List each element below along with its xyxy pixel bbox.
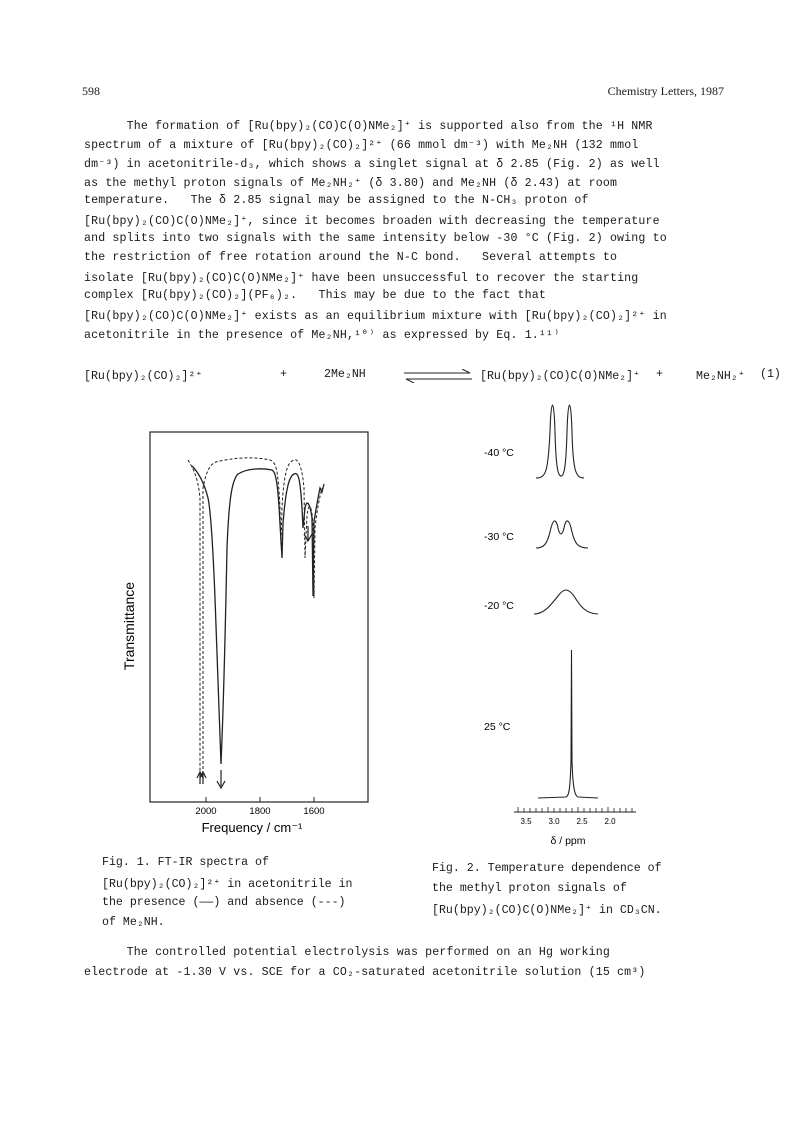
- ppm-axis-label: δ / ppm: [550, 835, 586, 847]
- nmr-trace-minus-40: [536, 405, 584, 478]
- ir-trace-presence: [192, 466, 324, 764]
- temperature-label: -40 °C: [484, 447, 514, 459]
- text-line: [Ru(bpy)₂(CO)C(O)NMe₂]⁺, since it becomes broaden with decreasing the temperature: [84, 215, 660, 228]
- eq-product-1: [Ru(bpy)₂(CO)C(O)NMe₂]⁺: [480, 370, 641, 383]
- caption-line: Fig. 1. FT-IR spectra of: [102, 856, 269, 869]
- eq-plus-2: +: [656, 368, 663, 381]
- caption-line: [Ru(bpy)₂(CO)C(O)NMe₂]⁺ in CD₃CN.: [432, 904, 662, 917]
- caption-line: the methyl proton signals of: [432, 882, 627, 895]
- text-line: acetonitrile in the presence of Me₂NH,¹⁰⁾ as expressed by Eq. 1.¹¹⁾: [84, 329, 561, 342]
- text-line: The formation of [Ru(bpy)₂(CO)C(O)NMe₂]⁺ is supported also from the ¹H NMR: [84, 120, 653, 133]
- text-line: as the methyl proton signals of Me₂NH₂⁺ (δ 3.80) and Me₂NH (δ 2.43) at room: [84, 177, 618, 190]
- caption-line: the presence (——) and absence (---): [102, 896, 346, 909]
- text-line: electrode at -1.30 V vs. SCE for a CO₂-saturated acetonitrile solution (15 cm³): [84, 966, 646, 979]
- x-axis-label: Frequency / cm⁻¹: [201, 820, 303, 835]
- ppm-tick-label: 3.0: [548, 817, 560, 826]
- y-axis-label: Transmittance: [121, 581, 137, 671]
- text-line: dm⁻³) in acetonitrile-d₃, which shows a singlet signal at δ 2.85 (Fig. 2) as well: [84, 158, 660, 171]
- x-tick-label: 1600: [303, 806, 325, 817]
- ppm-minor-ticks: [518, 807, 632, 812]
- temperature-label: 25 °C: [484, 721, 511, 733]
- text-line: temperature. The δ 2.85 signal may be assigned to the N-CH₃ proton of: [84, 194, 589, 207]
- x-tick-label: 1800: [249, 806, 271, 817]
- temperature-label: -20 °C: [484, 600, 514, 612]
- nmr-trace-25: [538, 650, 598, 798]
- page-number: 598: [82, 84, 100, 98]
- caption-line: [Ru(bpy)₂(CO)₂]²⁺ in acetonitrile in: [102, 878, 353, 891]
- ir-spectrum-plot: [112, 428, 372, 848]
- text-line: and splits into two signals with the same intensity below -30 °C (Fig. 2) owing to: [84, 232, 667, 245]
- eq-reactant-1: [Ru(bpy)₂(CO)₂]²⁺: [84, 370, 203, 383]
- eq-reactant-2: 2Me₂NH: [324, 368, 366, 381]
- plot-frame: [150, 432, 368, 802]
- eq-number: (1): [760, 368, 781, 381]
- figure-1: [112, 428, 372, 848]
- text-line: isolate [Ru(bpy)₂(CO)C(O)NMe₂]⁺ have been unsuccessful to recover the starting: [84, 272, 639, 285]
- text-line: complex [Ru(bpy)₂(CO)₂](PF₆)₂. This may be due to the fact that: [84, 289, 546, 302]
- ppm-tick-label: 3.5: [520, 817, 532, 826]
- arrow-icon: [217, 770, 225, 788]
- x-tick-label: 2000: [195, 806, 217, 817]
- equilibrium-arrow-icon: [402, 369, 474, 383]
- journal-header: Chemistry Letters, 1987: [607, 84, 724, 98]
- ppm-tick-label: 2.0: [604, 817, 616, 826]
- text-line: the restriction of free rotation around the N-C bond. Several attempts to: [84, 251, 618, 264]
- caption-line: of Me₂NH.: [102, 916, 165, 929]
- figure-2: [470, 392, 660, 850]
- eq-product-2: Me₂NH₂⁺: [696, 370, 745, 383]
- nmr-trace-minus-20: [534, 590, 598, 614]
- caption-line: Fig. 2. Temperature dependence of: [432, 862, 662, 875]
- nmr-trace-minus-30: [536, 521, 588, 548]
- nmr-spectrum-plot: [470, 392, 660, 850]
- eq-plus-1: +: [280, 368, 287, 381]
- text-line: [Ru(bpy)₂(CO)C(O)NMe₂]⁺ exists as an equilibrium mixture with [Ru(bpy)₂(CO)₂]²⁺ in: [84, 310, 667, 323]
- text-line: The controlled potential electrolysis was performed on an Hg working: [84, 946, 610, 959]
- text-line: spectrum of a mixture of [Ru(bpy)₂(CO)₂]²⁺ (66 mmol dm⁻³) with Me₂NH (132 mmol: [84, 139, 639, 152]
- temperature-label: -30 °C: [484, 531, 514, 543]
- equation-1: [84, 368, 781, 386]
- ppm-tick-label: 2.5: [576, 817, 588, 826]
